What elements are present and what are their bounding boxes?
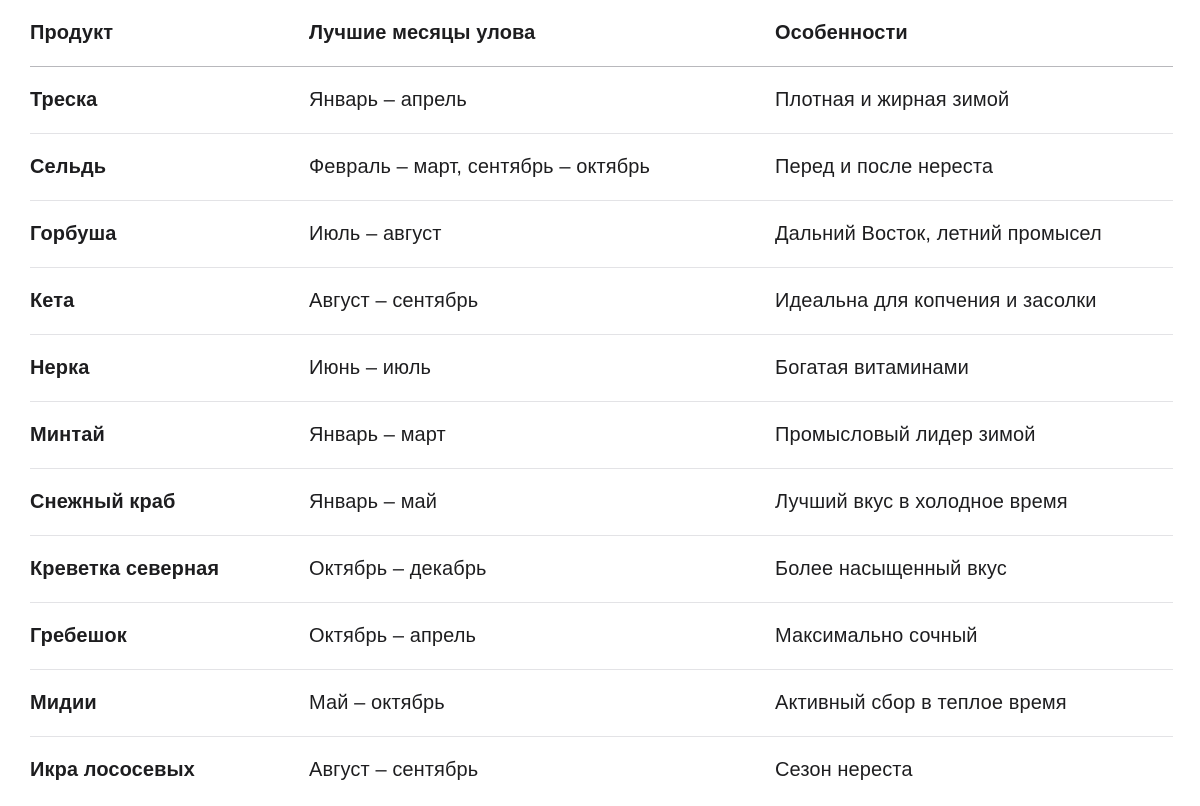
notes-cell: Перед и после нереста [775,155,994,178]
table-row [30,670,1173,737]
months-cell: Август – сентябрь [309,759,479,781]
months-cell: Октябрь – апрель [309,624,476,647]
product-cell: Треска [30,88,98,111]
table-row [30,402,1173,469]
product-cell: Снежный краб [30,490,176,513]
table-row [30,268,1173,335]
product-cell: Икра лососевых [30,759,195,781]
notes-cell: Максимально сочный [775,624,978,647]
header-notes: Особенности [775,21,908,44]
table-row [30,335,1173,402]
notes-cell: Промысловый лидер зимой [775,423,1036,446]
product-cell: Креветка северная [30,557,220,580]
notes-cell: Сезон нереста [775,759,913,781]
notes-cell: Более насыщенный вкус [775,557,1007,580]
table-row [30,737,1173,804]
months-cell: Январь – май [309,490,438,513]
product-cell: Горбуша [30,222,117,245]
months-cell: Февраль – март, сентябрь – октябрь [309,155,651,178]
product-cell: Гребешок [30,624,127,647]
product-cell: Сельдь [30,155,107,178]
table-row [30,201,1173,268]
table-row [30,469,1173,536]
table-row [30,603,1173,670]
months-cell: Июль – август [309,222,442,245]
notes-cell: Плотная и жирная зимой [775,88,1010,111]
months-cell: Январь – март [309,423,446,446]
table-row [30,536,1173,603]
notes-cell: Дальний Восток, летний промысел [775,222,1102,245]
table-header [30,0,1173,67]
notes-cell: Богатая витаминами [775,356,969,379]
table-row [30,134,1173,201]
months-cell: Январь – апрель [309,88,467,111]
months-cell: Июнь – июль [309,356,431,379]
header-product: Продукт [30,21,114,44]
product-cell: Мидии [30,691,97,714]
product-cell: Нерка [30,356,90,379]
notes-cell: Активный сбор в теплое время [775,691,1067,714]
months-cell: Август – сентябрь [309,289,479,312]
product-cell: Минтай [30,423,105,446]
product-cell: Кета [30,289,75,312]
notes-cell: Идеальна для копчения и засолки [775,289,1097,312]
header-months: Лучшие месяцы улова [309,21,536,44]
notes-cell: Лучший вкус в холодное время [775,490,1068,513]
months-cell: Октябрь – декабрь [309,557,487,580]
months-cell: Май – октябрь [309,691,445,714]
seafood-season-table [30,0,1173,804]
table-row [30,67,1173,134]
